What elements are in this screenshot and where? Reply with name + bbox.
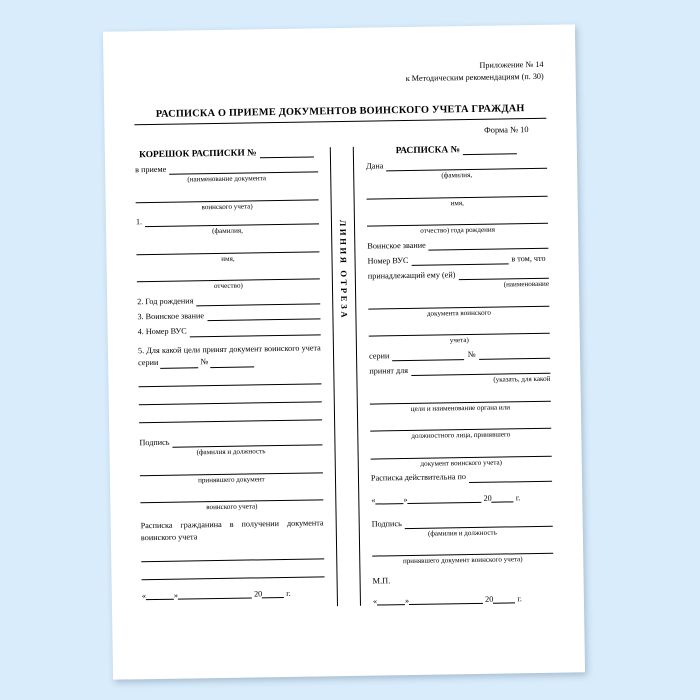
stub-date-quote-close: » bbox=[173, 591, 179, 601]
receipt-vus-row bbox=[368, 254, 549, 267]
stub-signature-label: Подпись bbox=[139, 437, 170, 448]
receipt-official-caption: должностного лица, принявшего bbox=[411, 430, 511, 441]
stub-item3-field[interactable] bbox=[207, 310, 320, 322]
stub-date-day-field[interactable] bbox=[146, 590, 174, 600]
stub-purpose-line-2[interactable] bbox=[139, 390, 322, 405]
stub-signature-caption-3: воинского учета) bbox=[206, 502, 258, 512]
receipt-signature-caption-2: принявшего документ воинского учета) bbox=[402, 555, 523, 566]
stub-date-quote-open: « bbox=[141, 591, 146, 601]
stub-item4-row bbox=[138, 325, 321, 338]
stub-patronymic-caption: отчество) bbox=[213, 281, 243, 291]
receipt-rank-field[interactable] bbox=[429, 239, 549, 251]
receipt-purpose-caption: цели и наименование органа или bbox=[410, 403, 511, 413]
receipt-date-quote-close: » bbox=[404, 595, 410, 605]
receipt-signature-caption-1: (фамилия и должность bbox=[427, 528, 497, 538]
stub-signature-caption-2: принявшего документ bbox=[197, 475, 265, 485]
receipt-valid-year-label: 20 bbox=[483, 493, 492, 503]
stub-item1-number: 1. bbox=[135, 217, 143, 227]
stub-item5-series-field[interactable] bbox=[160, 358, 198, 369]
receipt-naimenovanie-caption: (наименование bbox=[503, 280, 550, 289]
receipt-valid-field[interactable] bbox=[469, 471, 552, 482]
receipt-belonging-field[interactable] bbox=[458, 269, 549, 280]
receipt-vus-tail: в том, что bbox=[511, 253, 546, 264]
receipt-number-field[interactable] bbox=[463, 144, 517, 155]
cut-line-column bbox=[330, 147, 361, 606]
receipt-series-row bbox=[369, 349, 550, 362]
stub-receipt-note: Расписка гражданина в получении документа воинского учета bbox=[140, 518, 324, 543]
stub-vu-caption: воинского учета) bbox=[201, 201, 253, 211]
receipt-vus-field[interactable] bbox=[411, 254, 508, 266]
cut-line-label: ЛИНИЯ ОТРЕЗА bbox=[337, 219, 350, 320]
stub-date-row bbox=[142, 588, 325, 601]
receipt-mp-label: М.П. bbox=[372, 576, 391, 586]
stub-date-year-field[interactable] bbox=[262, 588, 284, 598]
receipt-date-suffix: г. bbox=[517, 594, 522, 604]
receipt-ucheta-caption: учета) bbox=[449, 336, 469, 345]
receipt-dokumenta-caption: документа воинского bbox=[426, 308, 491, 318]
header-appendix-line: Приложение № 14 bbox=[479, 59, 544, 70]
document-sheet bbox=[103, 24, 585, 679]
stub-receipt-line-1[interactable] bbox=[141, 548, 324, 563]
receipt-belonging-label: принадлежащий ему (ей) bbox=[367, 270, 456, 281]
stub-item2-label: 2. Год рождения bbox=[137, 296, 194, 307]
receipt-valid-year-field[interactable] bbox=[492, 492, 514, 502]
form-number: Форма № 10 bbox=[484, 124, 529, 135]
stub-receipt-line-2[interactable] bbox=[141, 566, 324, 581]
left-column-title-text: КОРЕШОК РАСПИСКИ № bbox=[139, 148, 257, 160]
receipt-date-day-field[interactable] bbox=[377, 595, 405, 605]
receipt-series-field[interactable] bbox=[392, 350, 464, 361]
receipt-series-no-field[interactable] bbox=[479, 349, 551, 360]
stub-received-label: в приеме bbox=[135, 164, 167, 175]
header-reference-line: к Методическим рекомендациям (п. 30) bbox=[405, 71, 544, 83]
receipt-name-caption: имя, bbox=[450, 198, 464, 207]
stub-item5-label: 5. Для какой цели принят документ воинского учета серии bbox=[137, 342, 321, 368]
receipt-doc-vu-caption: документ воинского учета) bbox=[420, 458, 503, 468]
stub-signature-caption-1: (фамилия и должность bbox=[196, 447, 266, 457]
stub-item4-label: 4. Номер ВУС bbox=[137, 326, 187, 337]
stub-surname-caption: (фамилия, bbox=[212, 226, 243, 236]
stub-item3-row bbox=[137, 309, 320, 322]
receipt-date-row bbox=[373, 593, 554, 606]
receipt-date-month-field[interactable] bbox=[409, 594, 483, 605]
receipt-patronymic-caption: отчество) года рождения bbox=[420, 225, 496, 235]
receipt-given-label: Дана bbox=[366, 161, 384, 171]
receipt-valid-label: Расписка действительна по bbox=[370, 472, 467, 483]
stub-date-month-field[interactable] bbox=[178, 589, 252, 600]
stub-name-caption: имя, bbox=[221, 254, 235, 263]
stub-item3-label: 3. Воинское звание bbox=[137, 311, 205, 322]
right-column-title bbox=[366, 144, 547, 157]
right-column-receipt bbox=[358, 144, 554, 606]
stub-item5-no: № bbox=[200, 356, 209, 367]
receipt-rank-label: Воинское звание bbox=[367, 240, 426, 251]
receipt-specify-caption: (указать, для какой bbox=[493, 375, 551, 384]
stub-purpose-line-1[interactable] bbox=[138, 372, 321, 387]
stub-date-year-label: 20 bbox=[253, 589, 263, 599]
receipt-rank-row bbox=[367, 238, 548, 251]
stub-doc-name-caption: (наименование документа bbox=[187, 174, 267, 184]
stub-date-suffix: г. bbox=[286, 589, 291, 599]
receipt-valid-day-field[interactable] bbox=[375, 494, 403, 504]
receipt-date-year-label: 20 bbox=[485, 594, 494, 604]
stub-item4-field[interactable] bbox=[190, 325, 321, 337]
form-columns bbox=[135, 144, 554, 609]
receipt-date-year-field[interactable] bbox=[493, 593, 515, 603]
receipt-surname-caption: (фамилия, bbox=[441, 170, 473, 180]
receipt-valid-quote-close: » bbox=[403, 494, 408, 504]
stub-number-field[interactable] bbox=[259, 147, 313, 158]
document-header bbox=[133, 59, 543, 89]
left-column-stub bbox=[135, 147, 333, 609]
left-column-title bbox=[135, 147, 318, 160]
receipt-valid-month-field[interactable] bbox=[407, 492, 481, 503]
page-title: РАСПИСКА О ПРИЕМЕ ДОКУМЕНТОВ ВОИНСКОГО УЧЕТА ГРАЖДАН bbox=[155, 102, 525, 120]
receipt-date-quote-open: « bbox=[372, 596, 378, 606]
right-column-title-text: РАСПИСКА № bbox=[395, 144, 461, 156]
receipt-valid-suffix: г. bbox=[515, 492, 521, 502]
receipt-signature-label: Подпись bbox=[371, 518, 402, 529]
receipt-accepted-label: принят для bbox=[369, 366, 409, 376]
receipt-valid-quote-open: « bbox=[371, 495, 376, 505]
receipt-series-no-label: № bbox=[467, 349, 476, 359]
stub-item5-text bbox=[138, 342, 321, 369]
receipt-series-label: серии bbox=[368, 351, 390, 361]
stub-item2-field[interactable] bbox=[196, 294, 320, 306]
stub-item5-no-field[interactable] bbox=[210, 358, 254, 369]
receipt-vus-label: Номер ВУС bbox=[367, 255, 409, 266]
stub-item2-row bbox=[137, 294, 320, 307]
receipt-valid-row bbox=[371, 471, 552, 484]
